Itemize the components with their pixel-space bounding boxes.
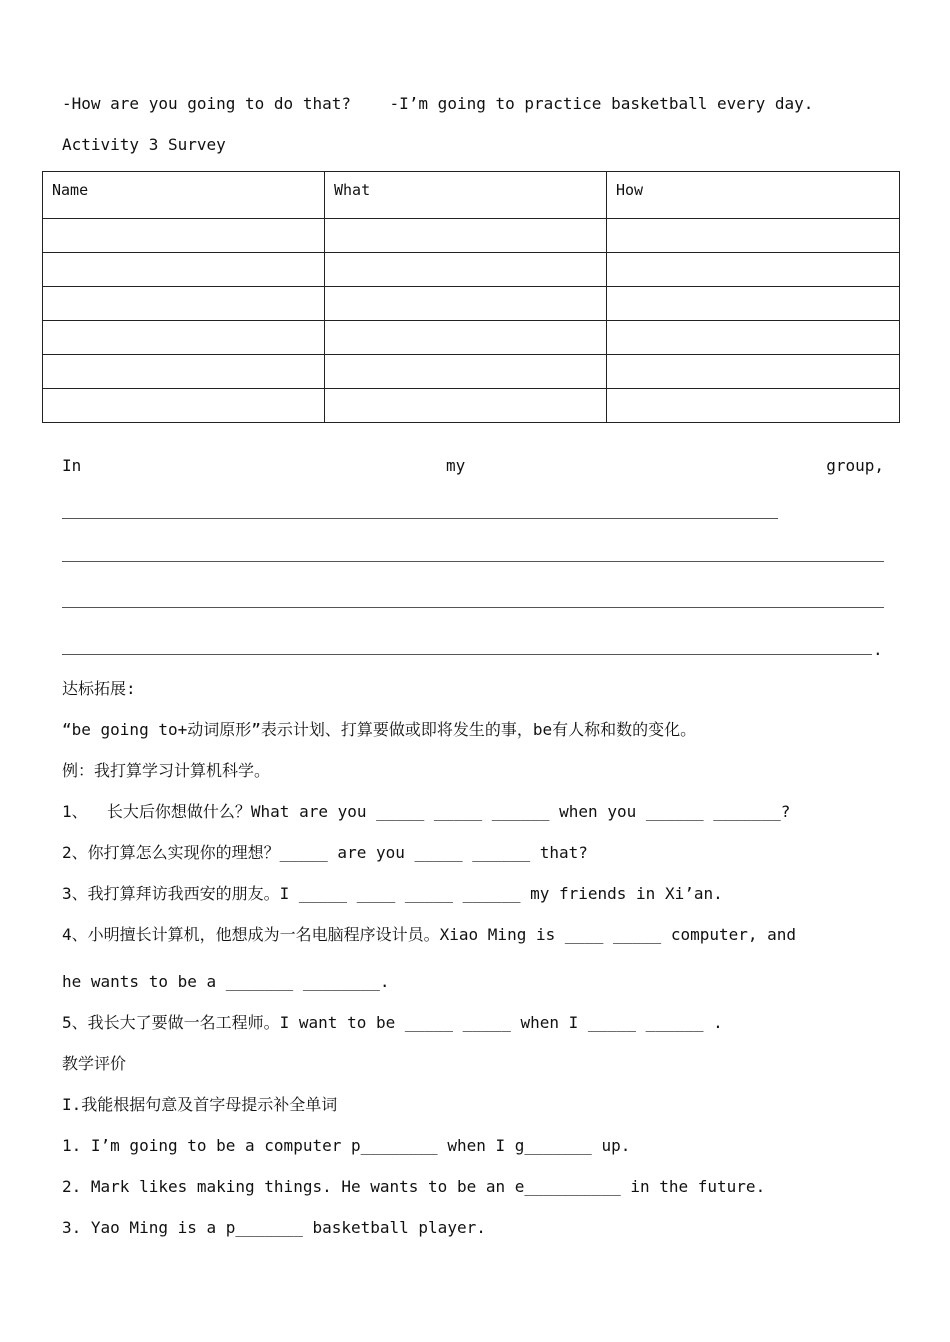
evaluation-item: 2. Mark likes making things. He wants to be an e__________ in the future. <box>62 1177 766 1196</box>
evaluation-item: 3. Yao Ming is a p_______ basketball player. <box>62 1218 486 1237</box>
group-word-my: my <box>446 456 466 475</box>
extension-rule: “be going to+动词原形”表示计划、打算要做或即将发生的事，be有人称和数的变化。 <box>62 720 697 739</box>
table-cell[interactable] <box>607 219 900 253</box>
writing-end-period: . <box>873 640 883 659</box>
table-row <box>43 287 900 321</box>
writing-line[interactable] <box>62 561 884 562</box>
table-cell[interactable] <box>607 253 900 287</box>
header-what: What <box>325 172 607 219</box>
table-header-row <box>43 172 900 219</box>
table-row <box>43 321 900 355</box>
exercise-item: 1、 长大后你想做什么？What are you _____ _____ ______ when you ______ _______? <box>62 802 791 821</box>
table-row <box>43 253 900 287</box>
table-cell[interactable] <box>43 287 325 321</box>
exercise-item: 4、小明擅长计算机，他想成为一名电脑程序设计员。Xiao Ming is ____ _____ computer, and <box>62 925 797 944</box>
extension-heading: 达标拓展: <box>62 679 136 698</box>
exercise-item: 5、我长大了要做一名工程师。I want to be _____ _____ when I _____ ______ . <box>62 1013 723 1032</box>
table-cell[interactable] <box>325 219 607 253</box>
group-sentence <box>62 456 884 476</box>
table-cell[interactable] <box>607 287 900 321</box>
table-cell[interactable] <box>43 253 325 287</box>
table-cell[interactable] <box>325 321 607 355</box>
table-row <box>43 219 900 253</box>
activity-title: Activity 3 Survey <box>62 135 226 154</box>
writing-line[interactable] <box>62 654 872 655</box>
table-cell[interactable] <box>607 355 900 389</box>
group-word-group: group, <box>826 456 884 475</box>
dialogue-answer: -I’m going to practice basketball every day. <box>389 94 814 113</box>
table-cell[interactable] <box>325 253 607 287</box>
group-word-in: In <box>62 456 82 475</box>
table-cell[interactable] <box>325 355 607 389</box>
table-cell[interactable] <box>325 389 607 423</box>
table-cell[interactable] <box>43 355 325 389</box>
writing-line[interactable] <box>62 518 778 519</box>
table-row <box>43 355 900 389</box>
exercise-item: 3、我打算拜访我西安的朋友。I _____ ____ _____ ______ my friends in Xi’an. <box>62 884 723 903</box>
table-row <box>43 389 900 423</box>
evaluation-item: 1. I’m going to be a computer p________ when I g_______ up. <box>62 1136 631 1155</box>
survey-table <box>42 171 900 423</box>
writing-line[interactable] <box>62 607 884 608</box>
exercise-item: he wants to be a _______ ________. <box>62 972 390 991</box>
header-name: Name <box>43 172 325 219</box>
exercise-item: 2、你打算怎么实现你的理想？_____ are you _____ ______ that? <box>62 843 588 862</box>
table-cell[interactable] <box>325 287 607 321</box>
evaluation-subheading: I.我能根据句意及首字母提示补全单词 <box>62 1095 338 1114</box>
header-how: How <box>607 172 900 219</box>
table-cell[interactable] <box>607 321 900 355</box>
dialogue-line <box>62 94 813 114</box>
extension-example: 例：我打算学习计算机科学。 <box>62 761 271 780</box>
table-cell[interactable] <box>43 389 325 423</box>
table-cell[interactable] <box>607 389 900 423</box>
evaluation-heading: 教学评价 <box>62 1054 127 1073</box>
table-cell[interactable] <box>43 219 325 253</box>
table-cell[interactable] <box>43 321 325 355</box>
dialogue-question: -How are you going to do that? <box>62 94 351 113</box>
